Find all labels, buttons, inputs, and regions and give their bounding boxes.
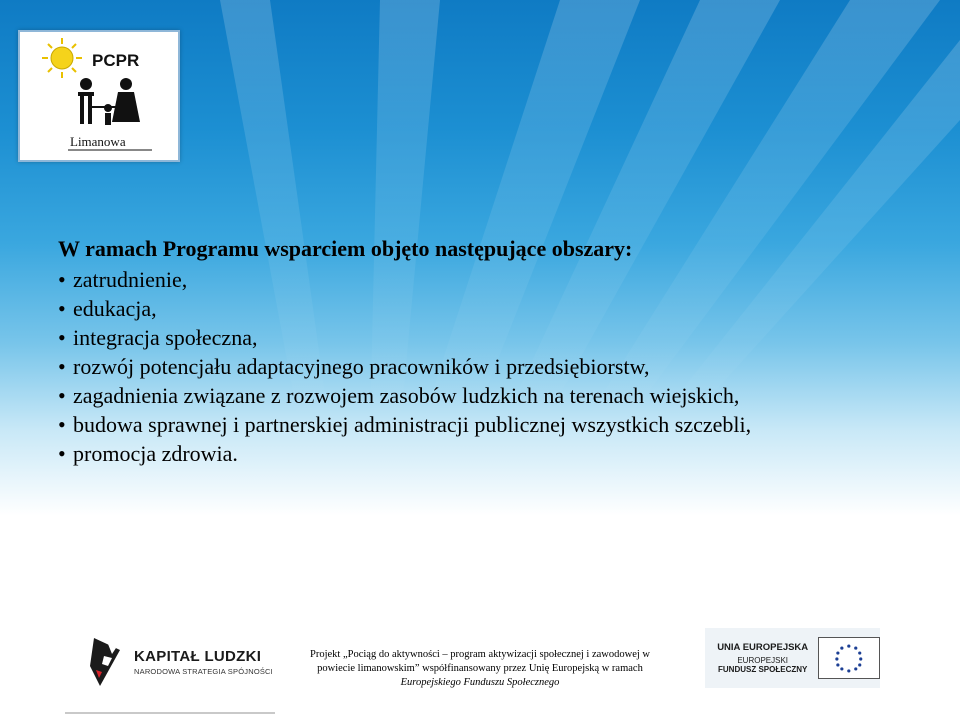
eu-title: UNIA EUROPEJSKA (717, 642, 809, 653)
heading: W ramach Programu wsparciem objęto następujące obszary: (58, 236, 633, 261)
list-item: • zagadnienia związane z rozwojem zasobów ludzkich na terenach wiejskich, (58, 381, 773, 410)
kapital-ludzki-icon (90, 636, 124, 688)
project-description (300, 648, 660, 690)
project-line-2: powiecie limanowskim” współfinansowany przez Unię Europejską w ramach (317, 663, 643, 674)
kapital-ludzki-logo (90, 636, 273, 688)
project-line-3: Europejskiego Funduszu Społecznego (400, 677, 560, 688)
main-content (58, 234, 928, 468)
divider (65, 712, 275, 714)
list-item: • budowa sprawnej i partnerskiej administracji publicznej wszystkich szczebli, (58, 410, 813, 439)
eu-subtitle-2: FUNDUSZ SPOŁECZNY (718, 665, 808, 674)
eu-logo (705, 628, 880, 688)
list-item: • rozwój potencjału adaptacyjnego pracowników i przedsiębiorstw, (58, 352, 928, 381)
list-item: • edukacja, (58, 294, 928, 323)
list-item: • integracja społeczna, (58, 323, 928, 352)
eu-flag-icon (818, 637, 880, 679)
pcpr-logo (18, 30, 180, 162)
logo-text: PCPR (92, 51, 140, 70)
kapital-ludzki-title: KAPITAŁ LUDZKI (134, 648, 262, 665)
logo-place: Limanowa (70, 134, 126, 149)
eu-subtitle-1: EUROPEJSKI (737, 656, 789, 665)
list-item: • promocja zdrowia. (58, 439, 928, 468)
kapital-ludzki-subtitle: NARODOWA STRATEGIA SPÓJNOŚCI (134, 667, 273, 676)
project-line-1: Projekt „Pociąg do aktywności – program aktywizacji społecznej i zawodowej w (310, 649, 650, 660)
list-item: • zatrudnienie, (58, 265, 928, 294)
sun-icon (42, 38, 82, 78)
family-icon (78, 78, 140, 125)
